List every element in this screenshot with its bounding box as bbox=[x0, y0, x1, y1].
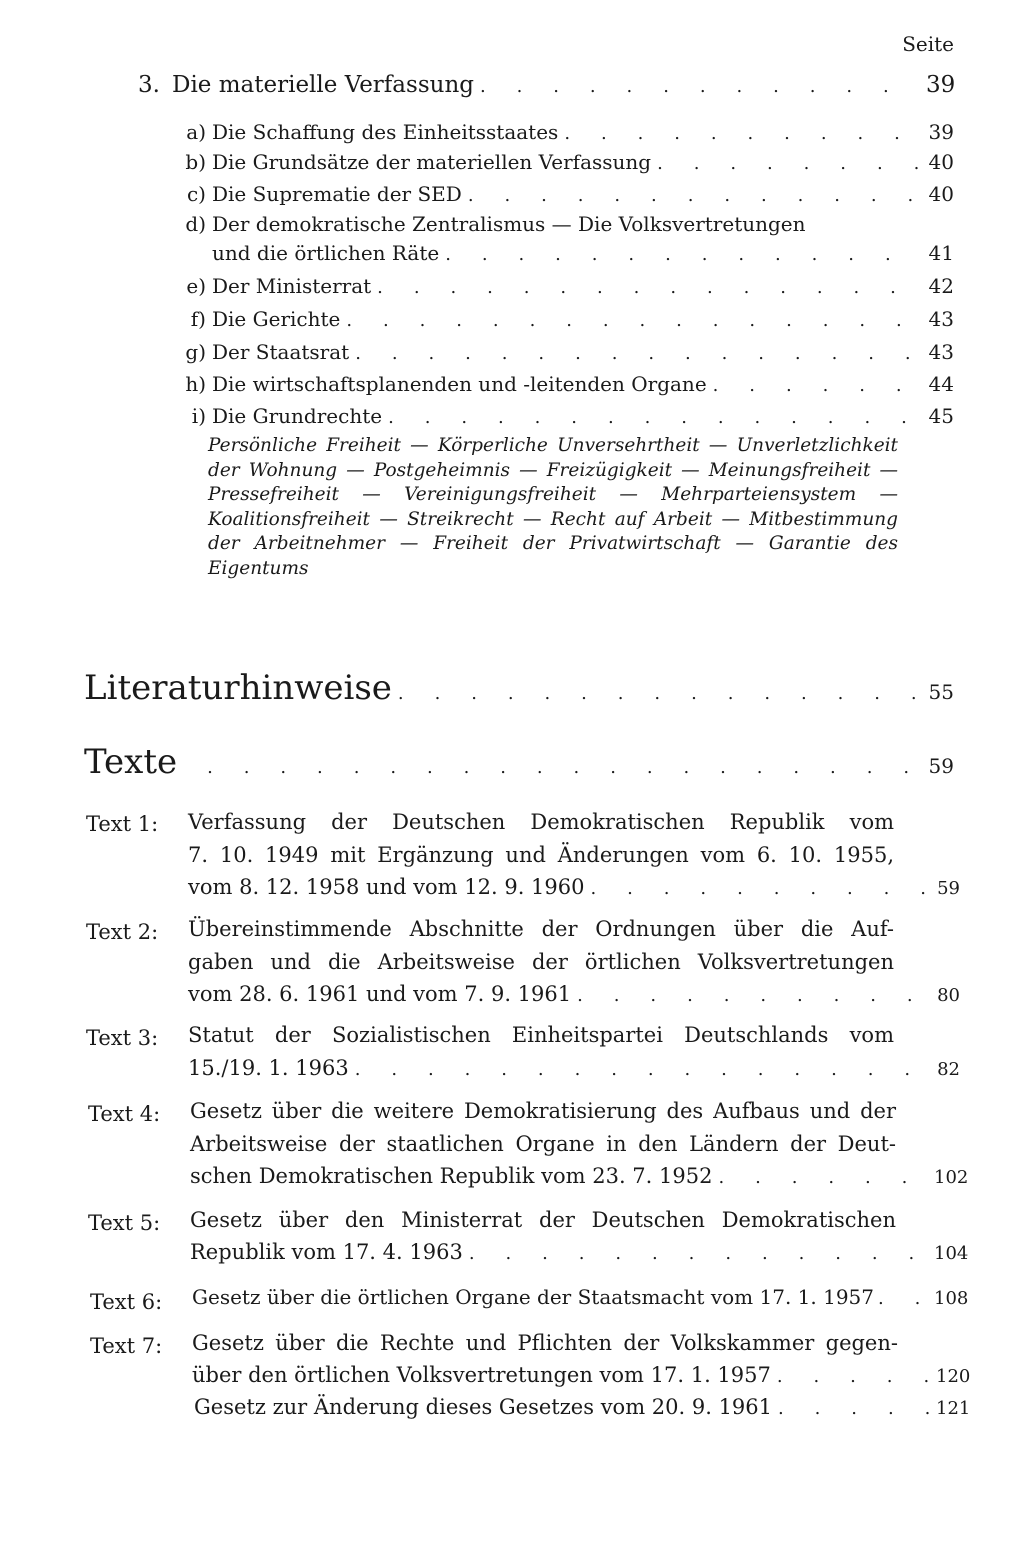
text-1-line: Verfassung der Deutschen Demokratischen Republik vom bbox=[188, 810, 894, 834]
text-5-label: Text 5: bbox=[88, 1211, 161, 1235]
page-column-header: Seite bbox=[902, 32, 954, 56]
text-3-line: Statut der Sozialistischen Einheitspartei Deutschlands vom bbox=[188, 1023, 894, 1047]
dot-leader bbox=[346, 310, 920, 331]
dot-leader bbox=[468, 185, 920, 206]
toc-entry-literatur bbox=[84, 668, 954, 708]
item-title: Die Grundrechte bbox=[212, 404, 383, 428]
dot-leader bbox=[388, 407, 920, 428]
text-3-last-line: 15./19. 1. 1963 bbox=[188, 1056, 349, 1080]
page-number: 45 bbox=[928, 404, 954, 428]
page-number: 82 bbox=[937, 1059, 960, 1080]
toc-entry-text-7-amendment bbox=[194, 1395, 971, 1419]
text-7-last-line: über den örtlichen Volksvertretungen vom 17. 1. 1957 bbox=[192, 1363, 771, 1387]
dot-leader bbox=[778, 1398, 930, 1419]
toc-entry-d-line1 bbox=[172, 212, 806, 236]
item-title: Der Staatsrat bbox=[212, 340, 350, 364]
dot-leader bbox=[377, 277, 920, 298]
item-title: Die Gerichte bbox=[212, 307, 341, 331]
dot-leader bbox=[207, 757, 920, 778]
text-5-line: Gesetz über den Ministerrat der Deutschen Demokratischen bbox=[190, 1208, 896, 1232]
item-label: h) bbox=[185, 372, 206, 396]
dot-leader bbox=[398, 683, 920, 704]
text-2-line: Übereinstimmende Abschnitte der Ordnungen über die Auf- bbox=[188, 917, 894, 941]
text-4-label: Text 4: bbox=[88, 1102, 161, 1126]
text-3-label: Text 3: bbox=[86, 1026, 159, 1050]
toc-entry-e bbox=[172, 274, 954, 298]
heading-title: Texte bbox=[84, 742, 178, 782]
text-7-label: Text 7: bbox=[90, 1334, 163, 1358]
heading-title: Literaturhinweise bbox=[84, 668, 392, 708]
item-label: f) bbox=[190, 307, 206, 331]
toc-entry-c bbox=[172, 182, 954, 206]
toc-entry-g bbox=[172, 340, 954, 364]
toc-entry-text-6 bbox=[192, 1285, 969, 1309]
text-7-line: Gesetz über die Rechte und Pflichten der Volkskammer gegen- bbox=[192, 1331, 898, 1355]
dot-leader bbox=[469, 1243, 928, 1264]
dot-leader bbox=[480, 76, 920, 97]
dot-leader bbox=[777, 1366, 930, 1387]
page-number: 102 bbox=[934, 1167, 969, 1188]
dot-leader bbox=[718, 1167, 928, 1188]
dot-leader bbox=[355, 1059, 926, 1080]
page-number: 42 bbox=[928, 274, 954, 298]
item-title: Der demokratische Zentralismus — Die Volksvertretungen bbox=[212, 212, 806, 236]
page-number: 80 bbox=[937, 985, 960, 1006]
item-label: e) bbox=[186, 274, 206, 298]
dot-leader bbox=[713, 375, 920, 396]
toc-entry-text-4 bbox=[190, 1164, 969, 1188]
section-title: Die materielle Verfassung bbox=[172, 72, 474, 98]
item-label: a) bbox=[186, 120, 206, 144]
item-label: g) bbox=[185, 340, 206, 364]
item-title: Die Suprematie der SED bbox=[212, 182, 462, 206]
text-1-label: Text 1: bbox=[86, 812, 159, 836]
toc-entry-section-3 bbox=[138, 72, 954, 98]
page-number: 43 bbox=[928, 340, 954, 364]
text-2-label: Text 2: bbox=[86, 920, 159, 944]
text-2-line: gaben und die Arbeitsweise der örtlichen Volksvertretungen bbox=[188, 950, 894, 974]
page-number: 44 bbox=[928, 372, 954, 396]
toc-entry-text-5 bbox=[190, 1240, 969, 1264]
item-label: b) bbox=[185, 150, 206, 174]
item-label: c) bbox=[186, 182, 206, 206]
toc-entry-texte bbox=[84, 742, 954, 782]
item-label: d) bbox=[185, 212, 206, 236]
toc-entry-d bbox=[212, 241, 954, 265]
toc-entry-h bbox=[172, 372, 954, 396]
text-1-line: 7. 10. 1949 mit Ergänzung und Änderungen vom 6. 10. 1955, bbox=[188, 843, 894, 867]
toc-entry-text-3 bbox=[188, 1056, 960, 1080]
page-number: 41 bbox=[928, 241, 954, 265]
item-title: und die örtlichen Räte bbox=[212, 241, 440, 265]
dot-leader bbox=[657, 153, 920, 174]
page-number: 39 bbox=[928, 120, 954, 144]
text-6-label: Text 6: bbox=[90, 1290, 163, 1314]
text-4-last-line: schen Demokratischen Republik vom 23. 7. 1952 bbox=[190, 1164, 713, 1188]
item-title: Die Schaffung des Einheitsstaates bbox=[212, 120, 559, 144]
text-1-last-line: vom 8. 12. 1958 und vom 12. 9. 1960 bbox=[188, 875, 585, 899]
grundrechte-description: Persönliche Freiheit — Körperliche Unversehrtheit — Unverletzlichkeit der Wohnung — Postgeheimnis — Freizügigkeit — Meinungsfreiheit — Pressefreiheit — Vereinigungsfreiheit — Mehrparteiensystem — Koalitionsfreiheit — Streikrecht — Recht auf Arbeit — Mitbestimmung der Arbeitnehmer — Freiheit der Privatwirtschaft — Garantie des Eigentums bbox=[208, 435, 898, 579]
toc-entry-a bbox=[172, 120, 954, 144]
page-number: 40 bbox=[928, 150, 954, 174]
item-title: Der Ministerrat bbox=[212, 274, 372, 298]
page-number: 104 bbox=[934, 1243, 969, 1264]
dot-leader bbox=[878, 1288, 930, 1309]
page-number: 43 bbox=[928, 307, 954, 331]
item-title: Die Grundsätze der materiellen Verfassung bbox=[212, 150, 652, 174]
dot-leader bbox=[564, 123, 920, 144]
toc-entry-text-7 bbox=[192, 1363, 971, 1387]
item-label: i) bbox=[191, 404, 206, 428]
text-4-line: Arbeitsweise der staatlichen Organe in den Ländern der Deut- bbox=[190, 1132, 896, 1156]
item-title: Die wirtschaftsplanenden und -leitenden Organe bbox=[212, 372, 707, 396]
page-number: 120 bbox=[936, 1366, 971, 1387]
page-number: 59 bbox=[937, 878, 960, 899]
text-5-last-line: Republik vom 17. 4. 1963 bbox=[190, 1240, 463, 1264]
toc-entry-i bbox=[172, 404, 954, 428]
page-number: 108 bbox=[934, 1288, 969, 1309]
dot-leader bbox=[591, 878, 927, 899]
dot-leader bbox=[445, 244, 920, 265]
toc-entry-text-2 bbox=[188, 982, 960, 1006]
toc-entry-f bbox=[172, 307, 954, 331]
toc-entry-b bbox=[172, 150, 954, 174]
page-number: 40 bbox=[928, 182, 954, 206]
text-7-extra-line: Gesetz zur Änderung dieses Gesetzes vom 20. 9. 1961 bbox=[194, 1395, 773, 1419]
page-number: 59 bbox=[928, 754, 954, 778]
dot-leader bbox=[355, 343, 920, 364]
text-2-last-line: vom 28. 6. 1961 und vom 7. 9. 1961 bbox=[188, 982, 572, 1006]
text-4-line: Gesetz über die weitere Demokratisierung des Aufbaus und der bbox=[190, 1099, 896, 1123]
section-number: 3. bbox=[138, 72, 160, 98]
text-6-last-line: Gesetz über die örtlichen Organe der Staatsmacht vom 17. 1. 1957 bbox=[192, 1285, 874, 1309]
page-number: 121 bbox=[936, 1398, 971, 1419]
page-number: 39 bbox=[926, 72, 956, 98]
page-number: 55 bbox=[928, 680, 954, 704]
toc-entry-text-1 bbox=[188, 875, 960, 899]
dot-leader bbox=[577, 985, 926, 1006]
